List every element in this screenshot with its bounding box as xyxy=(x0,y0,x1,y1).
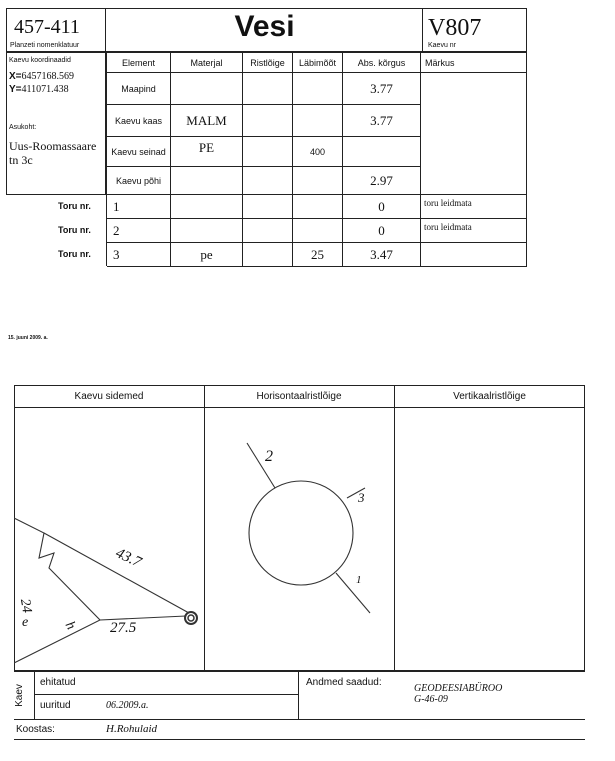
coords-label: Kaevu koordinaadid xyxy=(9,57,71,64)
row-cross xyxy=(243,105,293,137)
sketch-col-vertikaal: Vertikaalristlõige xyxy=(453,391,526,402)
pipe-cross xyxy=(243,219,293,243)
pipe-material xyxy=(171,195,243,219)
footer-koostas-value: H.Rohulaid xyxy=(106,723,158,735)
pipe-note: toru leidmata xyxy=(421,219,527,243)
row-diameter xyxy=(293,167,343,195)
pipe-note xyxy=(421,243,527,267)
pipe-height: 0 xyxy=(343,195,421,219)
pipe-label: Toru nr. xyxy=(58,225,91,235)
pipe-3-number: 3 xyxy=(358,490,365,505)
coord-x-value: 6457168.569 xyxy=(21,71,75,82)
pipe-height: 3.47 xyxy=(343,243,421,267)
footer-koostas-label: Koostas: xyxy=(16,724,55,735)
footer-line-top xyxy=(14,671,585,672)
nomenclature-value: 457-411 xyxy=(14,16,80,38)
row-element-kaevu-kaas: Kaevu kaas xyxy=(107,105,171,137)
col-header-cross-section: Ristlõige xyxy=(243,53,293,73)
footer-ehitatud-label: ehitatud xyxy=(40,677,76,688)
footer-line-last xyxy=(14,739,585,740)
pipe-diameter xyxy=(293,195,343,219)
pipe-note: toru leidmata xyxy=(421,195,527,219)
pipe-cross xyxy=(243,195,293,219)
pipe-cross xyxy=(243,243,293,267)
horizontal-section-sketch xyxy=(205,408,394,670)
row-element-kaevu-pohi: Kaevu põhi xyxy=(107,167,171,195)
row-height xyxy=(343,137,421,167)
sidemed-label-h: h xyxy=(61,618,79,633)
pipe-label: Toru nr. xyxy=(58,201,91,211)
location-value: Uus-Roomassaare tn 3c xyxy=(9,139,97,167)
row-material xyxy=(171,167,243,195)
sketch-divider-2 xyxy=(394,385,395,671)
footer-andmed-label: Andmed saadud: xyxy=(306,677,382,688)
row-height: 2.97 xyxy=(343,167,421,195)
row-height: 3.77 xyxy=(343,105,421,137)
col-header-note: Märkus xyxy=(421,53,527,73)
coord-y-value: 411071.438 xyxy=(21,84,69,95)
coord-x xyxy=(9,71,74,82)
col-header-abs-height: Abs. kõrgus xyxy=(343,53,421,73)
row-cross xyxy=(243,137,293,167)
row-element-maapind: Maapind xyxy=(107,73,171,105)
element-table xyxy=(106,52,527,266)
col-header-material: Materjal xyxy=(171,53,243,73)
well-number-label: Kaevu nr xyxy=(428,42,457,49)
pipe-number: 3 xyxy=(107,243,171,267)
footer-andmed-value-2: G-46-09 xyxy=(414,694,448,705)
coord-x-prefix: X= xyxy=(9,71,22,82)
note-merged-cell xyxy=(421,73,527,195)
col-header-element: Element xyxy=(107,53,171,73)
sidemed-label-27-5: 27.5 xyxy=(110,620,137,636)
row-cross xyxy=(243,167,293,195)
row-diameter xyxy=(293,73,343,105)
sidemed-label-24: 24 xyxy=(16,597,35,615)
row-height: 3.77 xyxy=(343,73,421,105)
row-diameter: 400 xyxy=(293,137,343,167)
location-label-text: Asukoht: xyxy=(9,124,37,131)
footer-kaev-divider xyxy=(34,671,35,719)
col-header-diameter: Läbimõõt xyxy=(293,53,343,73)
footer-kaev-label: Kaev xyxy=(13,684,25,707)
pipe-number: 2 xyxy=(107,219,171,243)
row-material: PE xyxy=(171,137,243,167)
date-stamp: 15. juuni 2009. a. xyxy=(8,335,48,341)
row-material: MALM xyxy=(171,105,243,137)
footer-line-bottom xyxy=(14,719,585,720)
nomenclature-label: Planzeti nomenklatuur xyxy=(10,42,80,49)
row-cross xyxy=(243,73,293,105)
footer-uuritud-value: 06.2009.a. xyxy=(106,700,149,711)
pipe-label: Toru nr. xyxy=(58,249,91,259)
row-element-kaevu-seinad: Kaevu seinad xyxy=(107,137,171,167)
coord-y xyxy=(9,84,69,95)
footer-andmed-value-1: GEODEESIABÜROO xyxy=(414,683,503,694)
page-title: Vesi xyxy=(234,10,295,43)
pipe-2-number: 2 xyxy=(265,448,273,465)
pipe-material xyxy=(171,219,243,243)
footer-mid-divider xyxy=(298,671,299,719)
footer-uuritud-label: uuritud xyxy=(40,700,71,711)
row-diameter xyxy=(293,105,343,137)
coord-y-prefix: Y= xyxy=(9,84,22,95)
pipe-material: pe xyxy=(171,243,243,267)
sidemed-label-e: e xyxy=(22,615,29,630)
footer-row-divider xyxy=(34,694,298,695)
pipe-1-number: 1 xyxy=(356,574,362,586)
pipe-height: 0 xyxy=(343,219,421,243)
well-number-value: V807 xyxy=(428,15,482,41)
sketch-col-sidemed: Kaevu sidemed xyxy=(74,391,144,402)
pipe-diameter xyxy=(293,219,343,243)
row-material xyxy=(171,73,243,105)
sidemed-sketch xyxy=(14,408,204,670)
sketch-col-horisontaal: Horisontaalristlõige xyxy=(256,391,342,402)
pipe-number: 1 xyxy=(107,195,171,219)
sidemed-label-43-7: 43.7 xyxy=(113,545,144,571)
pipe-diameter: 25 xyxy=(293,243,343,267)
